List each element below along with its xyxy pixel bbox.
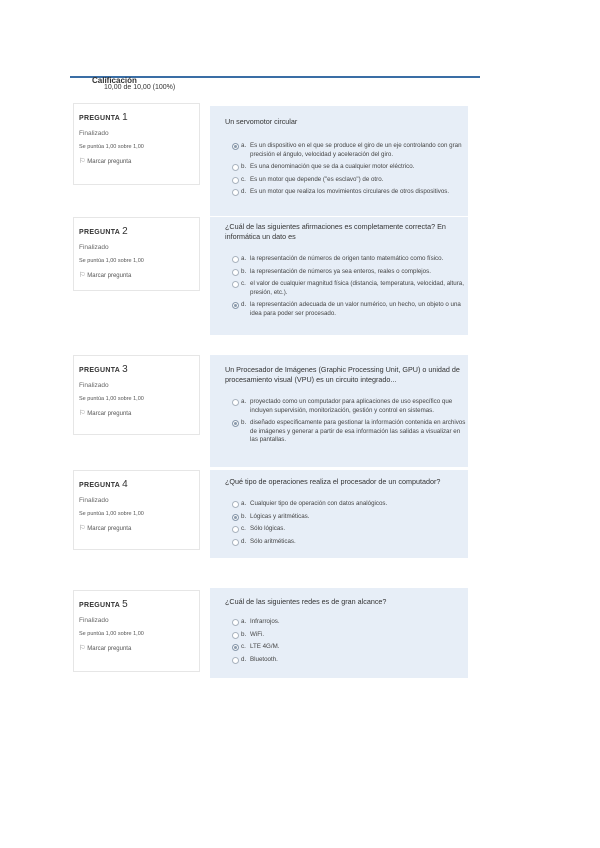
question-text: ¿Cuál de las siguientes redes es de gran alcance? — [225, 597, 387, 606]
answer-option[interactable]: a. Infrarrojos. — [232, 618, 467, 627]
question-state: Finalizado — [79, 617, 109, 624]
answer-option[interactable]: c. LTE 4G/M. — [232, 643, 467, 652]
question-title: PREGUNTA 1 — [79, 112, 129, 123]
answer-option[interactable]: d. Bluetooth. — [232, 656, 467, 665]
answer-option[interactable]: a. la representación de números de origen tanto matemático como físico. — [232, 255, 467, 264]
question-info-3 — [73, 355, 200, 435]
answer-list — [232, 618, 467, 668]
question-panel-3 — [210, 355, 468, 467]
answer-option[interactable]: b. Lógicas y aritméticas. — [232, 513, 467, 522]
question-info-4 — [73, 470, 200, 550]
question-grade: Se puntúa 1,00 sobre 1,00 — [79, 396, 144, 402]
answer-list — [232, 255, 467, 322]
question-grade: Se puntúa 1,00 sobre 1,00 — [79, 631, 144, 637]
radio-icon[interactable] — [232, 539, 239, 546]
radio-icon[interactable] — [232, 189, 239, 196]
flag-icon: ⚐ — [79, 158, 86, 165]
radio-selected-icon[interactable] — [232, 514, 239, 521]
question-panel-2 — [210, 217, 468, 335]
flag-icon: ⚐ — [79, 645, 86, 652]
question-info-1 — [73, 103, 200, 185]
answer-option[interactable]: c. el valor de cualquier magnitud física (distancia, temperatura, velocidad, altura, presión, etc.). — [232, 280, 467, 297]
question-text: Un Procesador de Imágenes (Graphic Processing Unit, GPU) o unidad de procesamiento visual (VPU) es un circuito integrado... — [225, 365, 460, 384]
question-text: ¿Cuál de las siguientes afirmaciones es completamente correcta? En informática un dato es — [225, 222, 446, 241]
flag-question-link[interactable]: ⚐ Marcar pregunta — [79, 272, 132, 279]
radio-icon[interactable] — [232, 177, 239, 184]
radio-selected-icon[interactable] — [232, 302, 239, 309]
question-title: PREGUNTA 5 — [79, 599, 129, 610]
radio-selected-icon[interactable] — [232, 143, 239, 150]
answer-option[interactable]: c. Es un motor que depende ("es esclavo") de otro. — [232, 176, 467, 185]
question-panel-1 — [210, 106, 468, 216]
answer-option[interactable]: b. la representación de números ya sea enteros, reales o complejos. — [232, 268, 467, 277]
question-text: Un servomotor circular — [225, 117, 298, 126]
answer-option[interactable]: b. Es una denominación que se da a cualquier motor eléctrico. — [232, 163, 467, 172]
flag-icon: ⚐ — [79, 272, 86, 279]
question-info-5 — [73, 590, 200, 672]
grade-summary — [70, 76, 480, 96]
answer-option[interactable]: a. Es un dispositivo en el que se produce el giro de un eje controlando con gran precisión el ángulo, velocidad y aceleración del giro. — [232, 142, 467, 159]
flag-question-link[interactable]: ⚐ Marcar pregunta — [79, 645, 132, 652]
grade-value: 10,00 de 10,00 (100%) — [104, 84, 176, 91]
question-title: PREGUNTA 4 — [79, 479, 129, 490]
answer-list — [232, 398, 467, 449]
answer-list — [232, 500, 467, 550]
question-panel-4 — [210, 470, 468, 558]
radio-icon[interactable] — [232, 526, 239, 533]
radio-icon[interactable] — [232, 256, 239, 263]
answer-option[interactable]: d. Es un motor que realiza los movimientos circulares de otros dispositivos. — [232, 188, 467, 197]
question-title: PREGUNTA 2 — [79, 226, 129, 237]
question-state: Finalizado — [79, 382, 109, 389]
flag-question-link[interactable]: ⚐ Marcar pregunta — [79, 158, 132, 165]
question-state: Finalizado — [79, 497, 109, 504]
flag-icon: ⚐ — [79, 410, 86, 417]
question-panel-5 — [210, 588, 468, 678]
question-state: Finalizado — [79, 244, 109, 251]
answer-option[interactable]: d. la representación adecuada de un valor numérico, un hecho, un objeto o una idea para poder ser procesado. — [232, 301, 467, 318]
answer-option[interactable]: c. Sólo lógicas. — [232, 525, 467, 534]
radio-icon[interactable] — [232, 164, 239, 171]
question-state: Finalizado — [79, 130, 109, 137]
answer-option[interactable]: a. proyectado como un computador para aplicaciones de uso específico que incluyen supervisión, monitorización, gestión y control en sistemas. — [232, 398, 467, 415]
radio-selected-icon[interactable] — [232, 644, 239, 651]
answer-option[interactable]: b. WiFi. — [232, 631, 467, 640]
radio-icon[interactable] — [232, 632, 239, 639]
radio-icon[interactable] — [232, 399, 239, 406]
question-grade: Se puntúa 1,00 sobre 1,00 — [79, 258, 144, 264]
question-grade: Se puntúa 1,00 sobre 1,00 — [79, 511, 144, 517]
question-title: PREGUNTA 3 — [79, 364, 129, 375]
answer-option[interactable]: a. Cualquier tipo de operación con datos analógicos. — [232, 500, 467, 509]
answer-option[interactable]: b. diseñado específicamente para gestionar la información contenida en archivos de imágenes y generar a partir de esa información las salidas a visualizar en las pantallas. — [232, 419, 467, 445]
radio-icon[interactable] — [232, 281, 239, 288]
radio-icon[interactable] — [232, 619, 239, 626]
flag-question-link[interactable]: ⚐ Marcar pregunta — [79, 410, 132, 417]
answer-list — [232, 142, 467, 201]
radio-icon[interactable] — [232, 657, 239, 664]
radio-icon[interactable] — [232, 269, 239, 276]
question-info-2 — [73, 217, 200, 291]
radio-icon[interactable] — [232, 501, 239, 508]
radio-selected-icon[interactable] — [232, 420, 239, 427]
grade-label: Calificación — [92, 76, 137, 85]
question-text: ¿Qué tipo de operaciones realiza el procesador de un computador? — [225, 477, 441, 486]
flag-icon: ⚐ — [79, 525, 86, 532]
flag-question-link[interactable]: ⚐ Marcar pregunta — [79, 525, 132, 532]
answer-option[interactable]: d. Sólo aritméticas. — [232, 538, 467, 547]
question-grade: Se puntúa 1,00 sobre 1,00 — [79, 144, 144, 150]
